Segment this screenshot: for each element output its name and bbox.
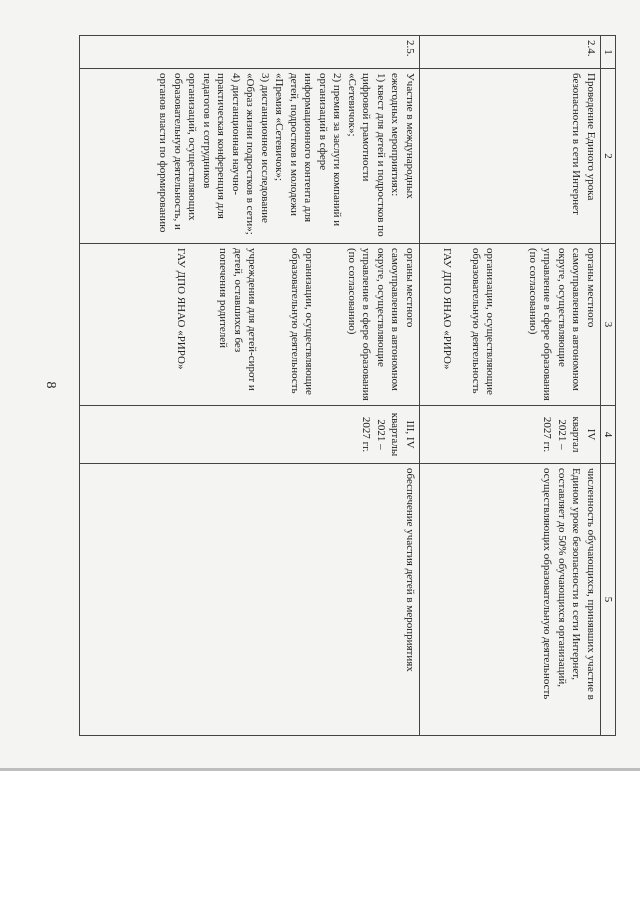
- page-number: 8: [43, 381, 58, 389]
- period-text: IV квартал: [570, 416, 597, 453]
- executor-text: (по согласованию): [527, 248, 539, 335]
- event-text: Участие в международных ежегодных мероприятиях:: [389, 73, 416, 199]
- plan-table: [79, 35, 616, 736]
- table-header-row: [601, 36, 616, 736]
- column-header: 4: [601, 406, 616, 464]
- period-text: 2021 –: [556, 419, 568, 450]
- executor-text: ГАУ ДПО ЯНАО «РИРО»: [175, 248, 187, 370]
- result-cell: численность обучающихся, принявших участие в Едином уроке безопасности в сети Интернет, составляет до 50% обучающихся организаций, осуществляющих образовательную деятельность: [420, 464, 601, 736]
- event-text: 4) дистанционная научно-практическая конференция для педагогов и сотрудников организаций, осуществляющих образовательную деятельность, и органов власти по формированию: [157, 73, 242, 233]
- column-header: 2: [601, 69, 616, 244]
- event-text: 3) дистанционное исследование «Образ жизни подростков в сети»;: [244, 73, 271, 235]
- executor-text: организации, осуществляющие образовательную деятельность: [470, 248, 497, 395]
- executor-text: организации, осуществляющие образовательную деятельность: [289, 248, 316, 395]
- column-header: 1: [601, 36, 616, 69]
- column-header: 3: [601, 244, 616, 406]
- event-cell: [80, 69, 420, 244]
- event-cell: [420, 69, 601, 244]
- event-text: 2) премия за заслуги компаний и организаций в сфере информационного контента для детей, подростков и молодежи «Премия «Сетевичок»;: [273, 73, 344, 227]
- executors-cell: [80, 244, 420, 406]
- period-cell: [420, 406, 601, 464]
- table-row: [80, 36, 420, 736]
- period-text: 2021 –: [375, 419, 387, 450]
- period-cell: [80, 406, 420, 464]
- event-text: 1) квест для детей и подростков по цифровой грамотности «Сетевичок»;: [346, 73, 387, 237]
- executors-cell: [420, 244, 601, 406]
- document-sheet: [72, 35, 616, 735]
- executor-text: ГАУ ДПО ЯНАО «РИРО»: [441, 248, 454, 370]
- row-number: 2.4.: [420, 36, 601, 69]
- period-text: 2027 гг.: [541, 416, 554, 453]
- executor-text: органы местного самоуправления в автономном округе, осуществляющие управление в сфере образования: [541, 248, 597, 401]
- period-text: 2027 гг.: [360, 416, 373, 453]
- table-row: [420, 36, 601, 736]
- executor-text: (по согласованию): [346, 248, 358, 335]
- column-header: 5: [601, 464, 616, 736]
- period-text: III, IV: [404, 420, 416, 449]
- event-text: Проведение Единого урока безопасности в сети Интернет: [570, 73, 597, 215]
- executor-text: учреждения для детей-сирот и детей, оставшихся без попечения родителей: [217, 248, 259, 391]
- row-number: 2.5.: [80, 36, 420, 69]
- executor-text: органы местного самоуправления в автономном округе, осуществляющие управление в сфере образования: [360, 248, 416, 401]
- result-cell: обеспечение участия детей в мероприятиях: [80, 464, 420, 736]
- period-text: кварталы: [389, 412, 402, 457]
